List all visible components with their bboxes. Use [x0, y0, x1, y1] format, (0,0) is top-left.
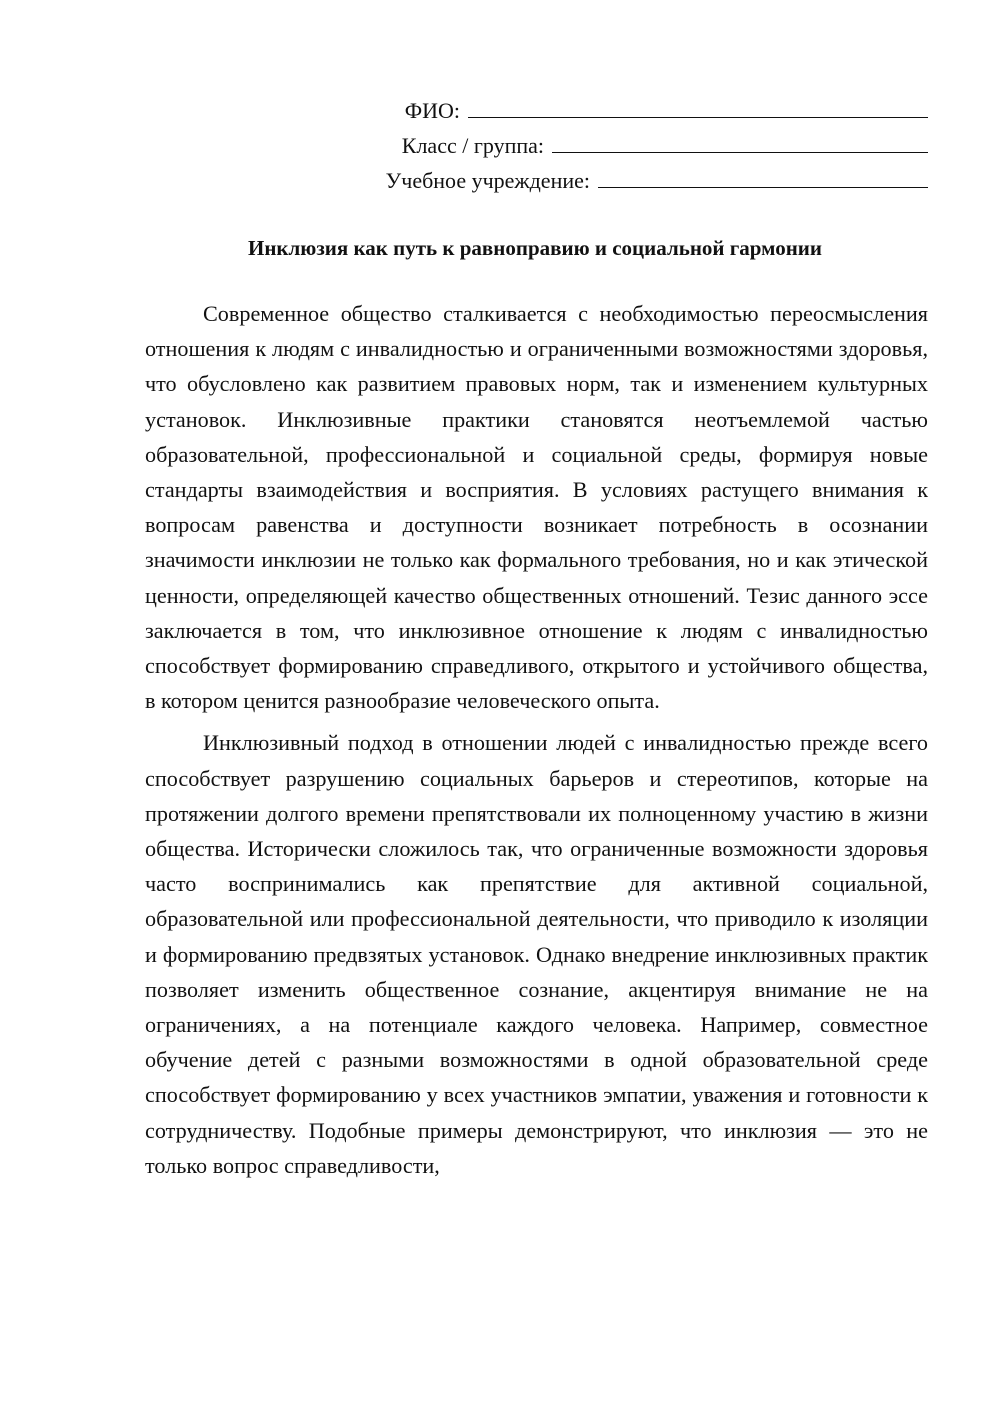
school-row [308, 163, 928, 198]
student-info-fields [308, 93, 928, 198]
school-label: Учебное учреждение: [385, 168, 590, 193]
fio-blank-line[interactable] [468, 95, 928, 118]
fio-row [308, 93, 928, 128]
essay-paragraph-1: Современное общество сталкивается с необходимостью переосмысления отношения к людям с инвалидностью и ограниченными возможностями здоровья, что обусловлено как развитием правовых норм, так и изменением культурных установок. Инклюзивные практики становятся неотъемлемой частью образовательной, профессиональной и социальной среды, формируя новые стандарты взаимодействия и восприятия. В условиях растущего внимания к вопросам равенства и доступности возникает потребность в осознании значимости инклюзии не только как формального требования, но и как этической ценности, определяющей качество общественных отношений. Тезис данного эссе заключается в том, что инклюзивное отношение к людям с инвалидностью способствует формированию справедливого, открытого и устойчивого общества, в котором ценится разнообразие человеческого опыта. [145, 301, 928, 714]
essay-title: Инклюзия как путь к равноправию и социальной гармонии [247, 236, 822, 260]
class-row [308, 128, 928, 163]
school-blank-line[interactable] [598, 165, 928, 188]
fio-label: ФИО: [404, 98, 460, 123]
essay-body [145, 296, 928, 1190]
class-label: Класс / группа: [401, 133, 544, 158]
essay-paragraph-2: Инклюзивный подход в отношении людей с инвалидностью прежде всего способствует разрушению социальных барьеров и стереотипов, которые на протяжении долгого времени препятствовали их полноценному участию в жизни общества. Исторически сложилось так, что ограниченные возможности здоровья часто воспринимались как препятствие для активной социальной, образовательной или профессиональной деятельности, что приводило к изоляции и формированию предвзятых установок. Однако внедрение инклюзивных практик позволяет изменить общественное сознание, акцентируя внимание не на ограничениях, а на потенциале каждого человека. Например, совместное обучение детей с разными возможностями в одной образовательной среде способствует формированию у всех участников эмпатии, уважения и готовности к сотрудничеству. Подобные примеры демонстрируют, что инклюзия — это не только вопрос справедливости, [145, 730, 928, 1178]
class-blank-line[interactable] [552, 130, 928, 153]
